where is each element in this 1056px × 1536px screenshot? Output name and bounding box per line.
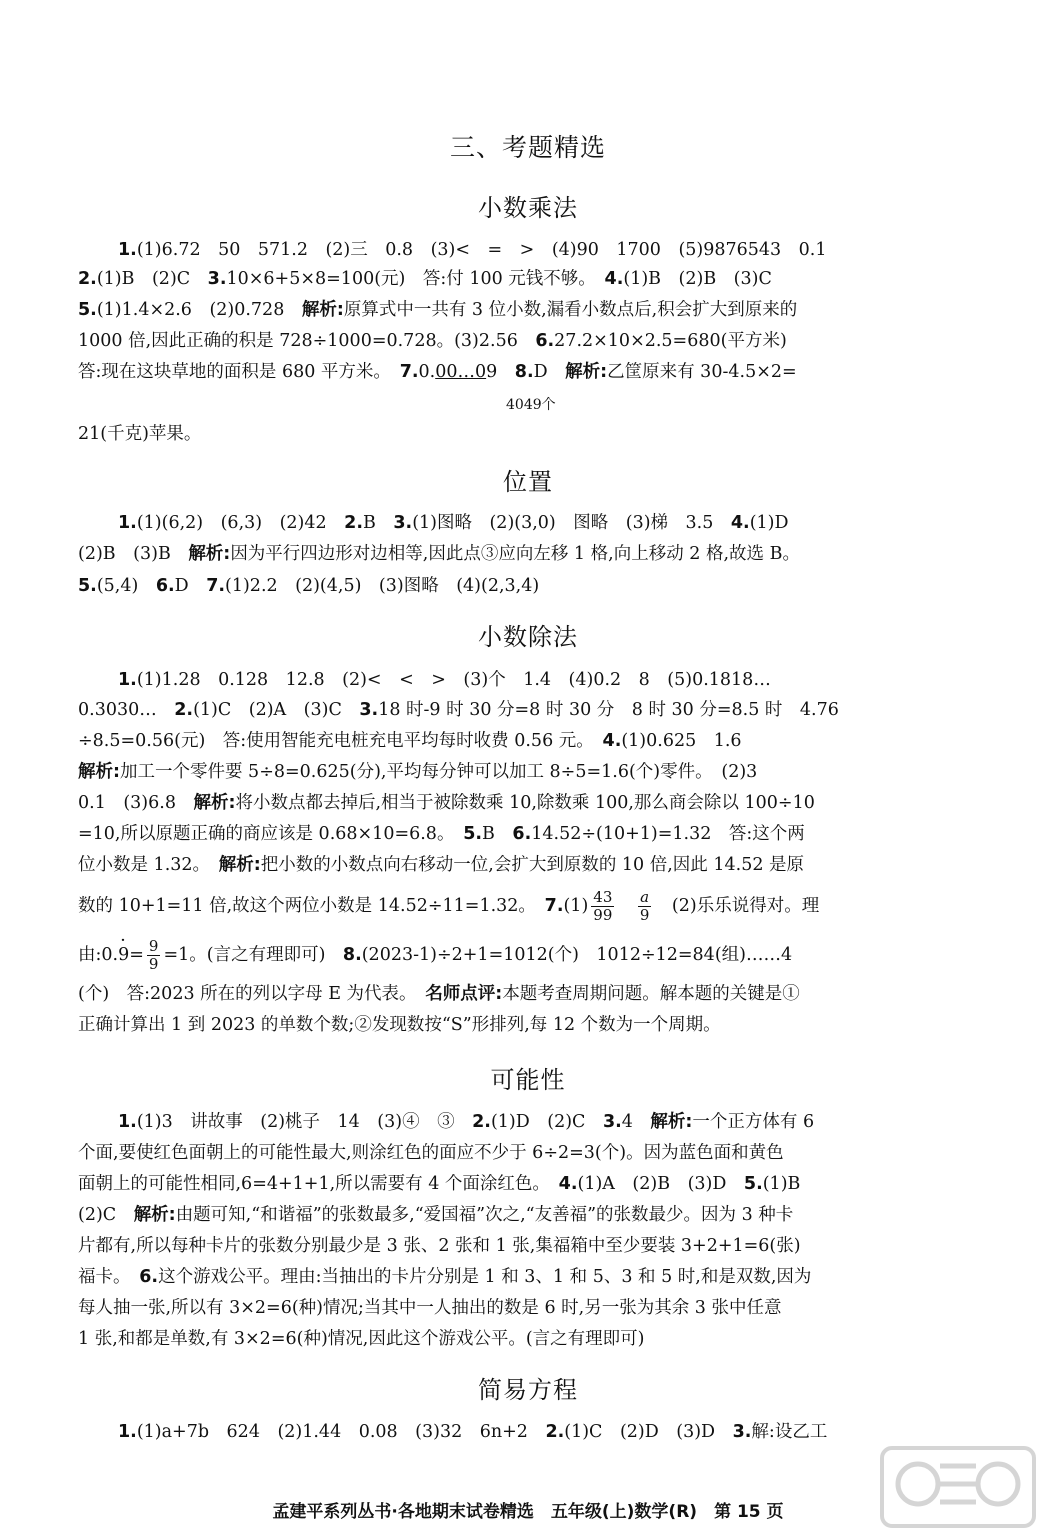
page-footer: 孟建平系列丛书·各地期末试卷精选 五年级(上)数学(R) 第 15 页 — [272, 1502, 784, 1522]
heading-decimal-multiplication: 小数乘法 — [478, 194, 578, 222]
answer-line: 5.(1)1.4×2.6 (2)0.728 解析:原算式中一共有 3 位小数,漏看小数点后,积会扩大到原来的 — [78, 300, 798, 320]
answer-line: 数的 10+1=11 倍,故这个两位小数是 14.52÷11=1.32。 7.(1) $\frac{43}{99}$ $\frac{a}{9}$ (2)乐乐说得对。理 — [78, 888, 820, 924]
answer-line: (2)C 解析:由题可知,“和谐福”的张数最多,“爱国福”次之,“友善福”的张数最少。因为 3 种卡 — [78, 1205, 794, 1225]
heading-decimal-division: 小数除法 — [478, 623, 578, 651]
answer-line: 0.1 (3)6.8 解析:将小数点都去掉后,相当于被除数乘 10,除数乘 100,那么商会除以 100÷10 — [78, 793, 815, 813]
answer-line: 1.(1)1.28 0.128 12.8 (2)< < > (3)个 1.4 (4)0.2 8 (5)0.1818… — [118, 670, 771, 690]
answer-line: 1 张,和都是单数,有 3×2=6(种)情况,因此这个游戏公平。(言之有理即可) — [78, 1329, 645, 1349]
answer-line: 1.(1)(6,2) (6,3) (2)42 2.B 3.(1)图略 (2)(3,0) 图略 (3)梯 3.5 4.(1)D — [118, 513, 789, 533]
answer-line: 个面,要使红色面朝上的可能性最大,则涂红色的面应不少于 6÷2=3(个)。因为蓝色面和黄色 — [78, 1143, 784, 1163]
answer-line: 1.(1)3 讲故事 (2)桃子 14 (3)④ ③ 2.(1)D (2)C 3.4 解析:一个正方体有 6 — [118, 1112, 815, 1132]
answer-line: 面朝上的可能性相同,6=4+1+1,所以需要有 4 个面涂红色。 4.(1)A (2)B (3)D 5.(1)B — [78, 1174, 801, 1194]
answer-line: 位小数是 1.32。 解析:把小数的小数点向右移动一位,会扩大到原数的 10 倍,因此 14.52 是原 — [78, 855, 805, 875]
answer-line: (个) 答:2023 所在的列以字母 E 为代表。 名师点评:本题考查周期问题。解本题的关键是① — [78, 984, 800, 1004]
answer-line: 由:0.· 9= $\frac{9}{9}$ =1。(言之有理即可) 8.(2023-1)÷2+1=1012(个) 1012÷12=84(组)……4 — [78, 938, 792, 973]
answer-line: 1.(1)a+7b 624 (2)1.44 0.08 (3)32 6n+2 2.(1)C (2)D (3)D 3.解:设乙工 — [118, 1422, 828, 1442]
answer-line: 每人抽一张,所以有 3×2=6(种)情况;当其中一人抽出的数是 6 时,另一张为其余 3 张中任意 — [78, 1298, 782, 1318]
section-header-title: 三、考题精选 — [449, 133, 606, 162]
repeated-zeros-underbrace: 00…0 — [435, 362, 487, 382]
answer-line: 1000 倍,因此正确的积是 728÷1000=0.728。(3)2.56 6.27.2×10×2.5=680(平方米) — [78, 331, 787, 351]
fraction: $\frac{a}{9}$ — [639, 888, 650, 924]
answer-line: 2.(1)B (2)C 3.10×6+5×8=100(元) 答:付 100 元钱不够。 4.(1)B (2)B (3)C — [78, 269, 772, 289]
zero-count-label: 4049个 — [506, 397, 556, 413]
answer-line: 21(千克)苹果。 — [78, 424, 202, 444]
answer-line: 1.(1)6.72 50 571.2 (2)三 0.8 (3)< = > (4)90 1700 (5)9876543 0.1 — [118, 240, 827, 260]
fraction: $\frac{9}{9}$ — [148, 937, 159, 973]
answer-line: 福卡。 6.这个游戏公平。理由:当抽出的卡片分别是 1 和 3、1 和 5、3 和 5 时,和是双数,因为 — [78, 1267, 812, 1287]
answer-line: (2)B (3)B 解析:因为平行四边形对边相等,因此点③应向左移 1 格,向上移动 2 格,故选 B。 — [78, 544, 800, 564]
answer-line: 片都有,所以每种卡片的张数分别最少是 3 张、2 张和 1 张,集福箱中至少要装 3+2+1=6(张) — [78, 1236, 801, 1256]
answer-line: 解析:加工一个零件要 5÷8=0.625(分),平均每分钟可以加工 8÷5=1.6(个)零件。 (2)3 — [78, 762, 758, 782]
answer-line: 答:现在这块草地的面积是 680 平方米。 7.0.00…09 8.D 解析:乙筐原来有 30-4.5×2= — [78, 362, 797, 382]
watermark-stamp-icon — [878, 1444, 1038, 1530]
answer-line: 5.(5,4) 6.D 7.(1)2.2 (2)(4,5) (3)图略 (4)(2,3,4) — [78, 576, 540, 596]
repeating-digit: · 9 — [118, 941, 129, 969]
heading-possibility: 可能性 — [490, 1066, 566, 1094]
heading-position: 位置 — [503, 468, 553, 496]
heading-simple-equations: 简易方程 — [478, 1376, 578, 1404]
answer-line: =10,所以原题正确的商应该是 0.68×10=6.8。 5.B 6.14.52÷(10+1)=1.32 答:这个两 — [78, 824, 805, 844]
answer-line: 0.3030… 2.(1)C (2)A (3)C 3.18 时-9 时 30 分=8 时 30 分 8 时 30 分=8.5 时 4.76 — [78, 700, 839, 720]
answer-line: ÷8.5=0.56(元) 答:使用智能充电桩充电平均每时收费 0.56 元。 4.(1)0.625 1.6 — [78, 731, 742, 751]
answer-line: 正确计算出 1 到 2023 的单数个数;②发现数按“S”形排列,每 12 个数为一个周期。 — [78, 1015, 721, 1035]
fraction: $\frac{43}{99}$ — [593, 888, 613, 924]
